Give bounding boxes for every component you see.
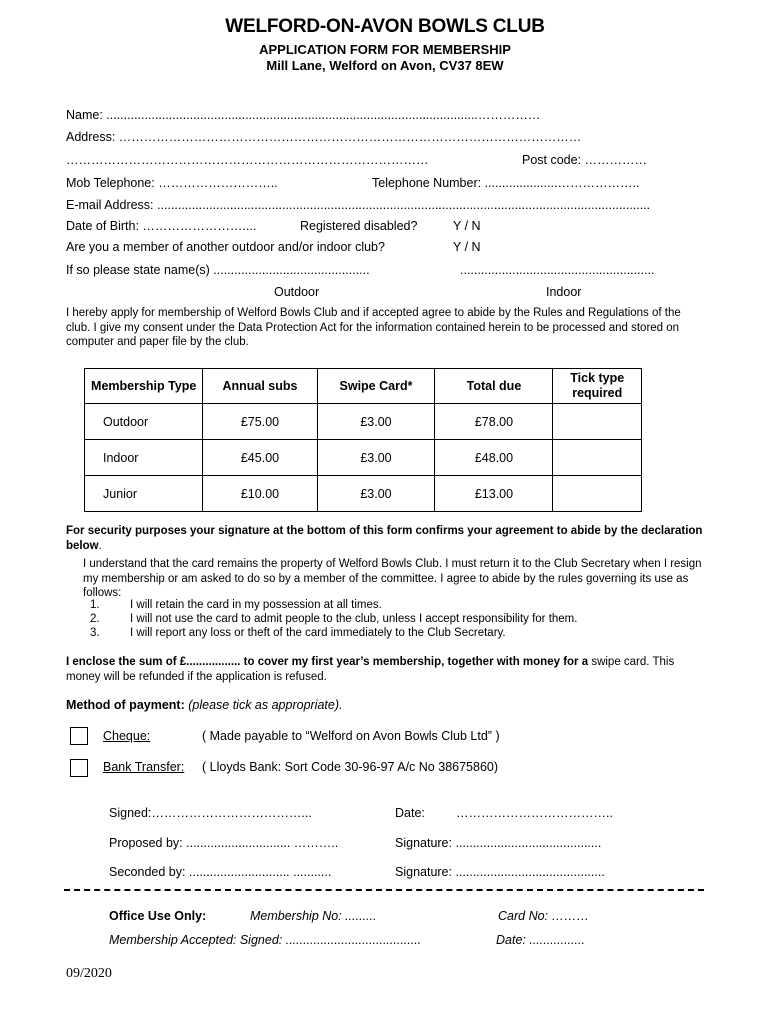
table-header-cell: Total due <box>435 369 553 404</box>
club-title: WELFORD-ON-AVON BOWLS CLUB <box>225 16 545 37</box>
office-use-heading: Office Use Only: <box>109 909 207 923</box>
telephone-number-field[interactable]: Telephone Number: .....................……………….. <box>372 176 640 190</box>
payment-method-label: Method of payment: <box>66 698 185 712</box>
tick-cell-junior[interactable] <box>553 476 642 512</box>
table-cell: £75.00 <box>203 404 317 440</box>
table-cell: £45.00 <box>203 440 317 476</box>
table-cell: £10.00 <box>203 476 317 512</box>
table-header-cell: Tick type required <box>553 369 642 404</box>
table-cell: £3.00 <box>317 404 435 440</box>
membership-no-field[interactable]: Membership No: ......... <box>250 909 377 923</box>
office-date-field[interactable]: Date: ................ <box>496 933 585 947</box>
rule-number: 1. <box>90 599 100 611</box>
cheque-note: ( Made payable to “Welford on Avon Bowls Club Ltd” ) <box>202 729 500 743</box>
rule-number: 2. <box>90 613 100 625</box>
club-names-field[interactable]: If so please state name(s) ............................................. <box>66 263 370 277</box>
table-header-cell: Membership Type <box>85 369 203 404</box>
postcode-field[interactable]: Post code: …………… <box>522 153 648 167</box>
membership-declaration: I hereby apply for membership of Welford Bowls Club and if accepted agree to abide by the Rules and Regulations of the club. I give my consent under the Data Protection Act for the information contained herein to be processed and stored on computer and paper file by the club. <box>66 307 681 348</box>
proposer-signature-field[interactable]: Signature: .......................................... <box>395 836 602 850</box>
date-field[interactable]: ……………………………….. <box>456 806 613 820</box>
email-field[interactable]: E-mail Address: .............................................................................................................................................. <box>66 198 651 212</box>
form-subtitle: APPLICATION FORM FOR MEMBERSHIP <box>259 42 511 57</box>
address-field-line1[interactable]: Address: ………………………………………………………………………………………………… <box>66 130 582 144</box>
payment-method-hint: (please tick as appropriate). <box>188 698 343 712</box>
table-cell: £3.00 <box>317 476 435 512</box>
table-cell: Indoor <box>85 440 203 476</box>
registered-disabled-yn[interactable]: Y / N <box>453 219 481 233</box>
other-club-yn[interactable]: Y / N <box>453 240 481 254</box>
table-header-cell: Annual subs <box>203 369 317 404</box>
address-field-line2[interactable]: …………………………………………………………………………… <box>66 153 429 167</box>
table-row <box>85 440 642 476</box>
security-heading-bold: For security purposes your signature at the bottom of this form confirms your agreement to abide by the declaration below <box>66 525 703 552</box>
outdoor-label: Outdoor <box>274 285 320 299</box>
payment-statement-normal: swipe card. This money will be refunded if the application is refused. <box>66 656 675 683</box>
bank-transfer-checkbox[interactable] <box>70 759 88 777</box>
mob-telephone-field[interactable]: Mob Telephone: ……………………….. <box>66 176 278 190</box>
seconded-by-field[interactable]: Seconded by: ............................. ........... <box>109 865 332 879</box>
rule-text: I will retain the card in my possession at all times. <box>130 599 382 611</box>
club-names-field-2[interactable]: ........................................................ <box>460 263 655 277</box>
dob-field[interactable]: Date of Birth: …………………….... <box>66 219 257 233</box>
name-field[interactable]: Name: ...........................................................................................................…………… <box>66 108 541 122</box>
table-row <box>85 404 642 440</box>
card-no-field[interactable]: Card No: ……… <box>498 909 589 923</box>
bank-transfer-note: ( Lloyds Bank: Sort Code 30-96-97 A/c No 38675860) <box>202 760 499 774</box>
table-cell: Junior <box>85 476 203 512</box>
table-header-row <box>85 369 642 404</box>
security-heading-end: . <box>98 539 102 552</box>
membership-fees-table <box>84 368 642 512</box>
seconder-signature-field[interactable]: Signature: ........................................... <box>395 865 605 879</box>
divider <box>64 889 704 891</box>
tick-cell-outdoor[interactable] <box>553 404 642 440</box>
table-cell: £48.00 <box>435 440 553 476</box>
bank-transfer-label: Bank Transfer: <box>103 760 185 774</box>
security-heading <box>66 524 706 553</box>
table-cell: £13.00 <box>435 476 553 512</box>
payment-statement <box>66 655 706 684</box>
cheque-checkbox[interactable] <box>70 727 88 745</box>
table-header-cell: Swipe Card* <box>317 369 435 404</box>
registered-disabled-label: Registered disabled? <box>300 219 418 233</box>
other-club-question: Are you a member of another outdoor and/or indoor club? <box>66 240 385 254</box>
table-cell: Outdoor <box>85 404 203 440</box>
tick-cell-indoor[interactable] <box>553 440 642 476</box>
rule-text: I will report any loss or theft of the card immediately to the Club Secretary. <box>130 627 506 639</box>
table-cell: £78.00 <box>435 404 553 440</box>
indoor-label: Indoor <box>546 285 582 299</box>
payment-statement-bold: I enclose the sum of £................. to cover my first year’s membership, together with money for a <box>66 656 589 668</box>
proposed-by-field[interactable]: Proposed by: .............................. ……….. <box>109 836 339 850</box>
date-label: Date: <box>395 806 425 820</box>
signed-field[interactable]: Signed:………………………………... <box>109 806 312 820</box>
membership-accepted-field[interactable]: Membership Accepted: Signed: ....................................... <box>109 933 422 947</box>
cheque-label: Cheque: <box>103 729 151 743</box>
table-cell: £3.00 <box>317 440 435 476</box>
table-row <box>85 476 642 512</box>
rule-number: 3. <box>90 627 100 639</box>
card-terms-intro: I understand that the card remains the property of Welford Bowls Club. I must return it to the Club Secretary when I resign my membership or am asked to do so by a member of the committee. I agree to abide by the rules governing its use as follows: <box>83 558 702 599</box>
rule-text: I will not use the card to admit people to the club, unless I accept responsibility for them. <box>130 613 578 625</box>
form-version: 09/2020 <box>66 966 112 981</box>
payment-method-heading <box>66 698 342 712</box>
club-address: Mill Lane, Welford on Avon, CV37 8EW <box>266 58 504 73</box>
